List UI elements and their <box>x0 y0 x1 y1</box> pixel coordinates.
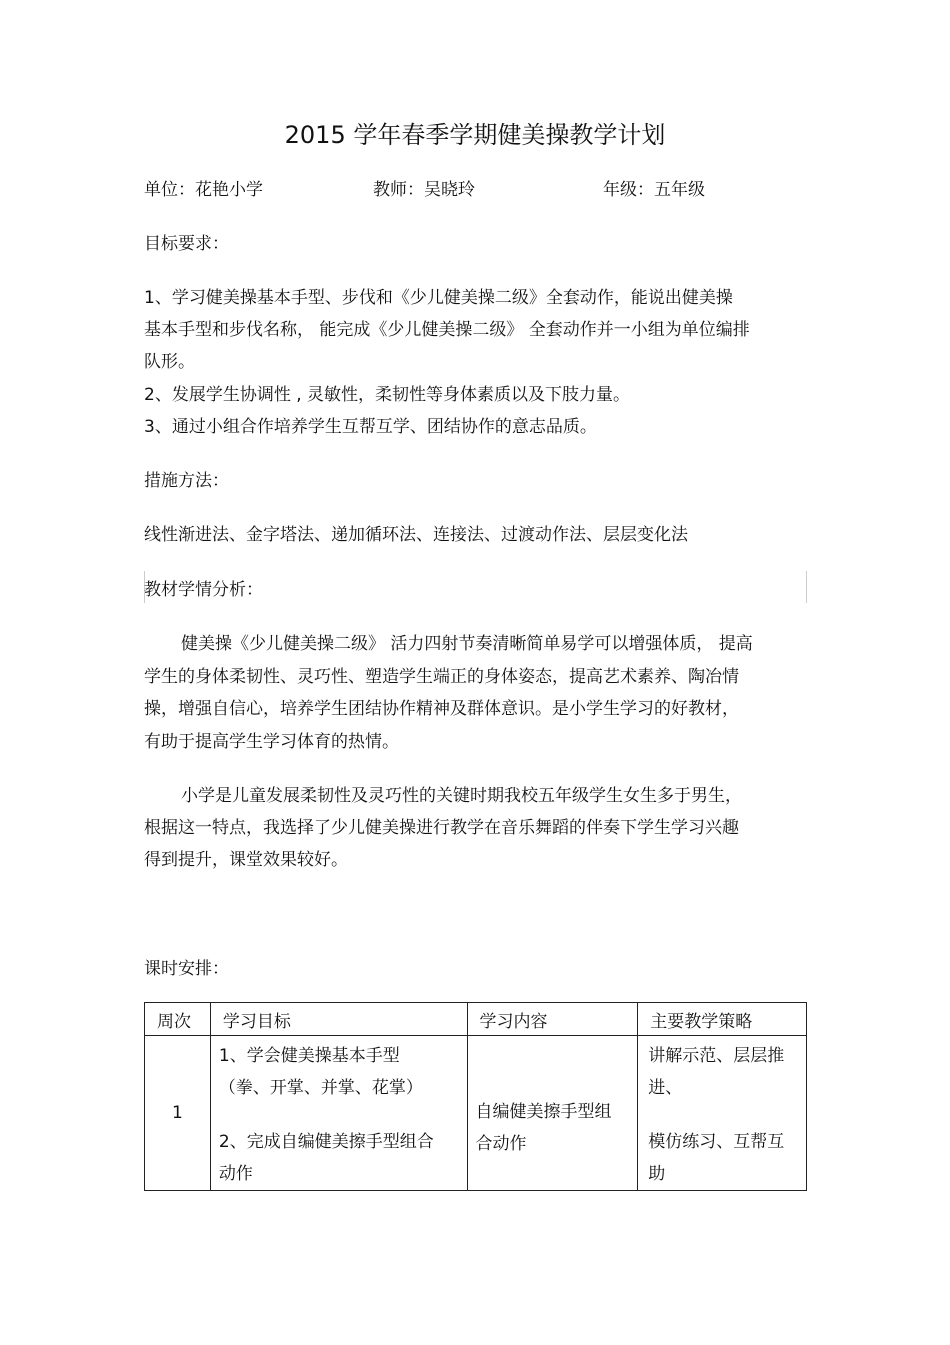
strategy-cell <box>638 1036 807 1191</box>
analysis-p2-line-3: 得到提升，课堂效果较好。 <box>144 850 348 870</box>
content-line-2: 合动作 <box>475 1134 527 1154</box>
methods-text: 线性渐进法、金字塔法、递加循环法、连接法、过渡动作法、层层变化法 <box>144 525 688 545</box>
strategy-line-2: 进、 <box>648 1078 683 1098</box>
analysis-p1-line-3: 操，增强自信心，培养学生团结协作精神及群体意识。是小学生学习的好教材， <box>144 699 739 719</box>
divider-right <box>806 571 807 603</box>
strategy-line-1: 讲解示范、层层推 <box>648 1046 785 1066</box>
goal-item-2: 2、发展学生协调性 , 灵敏性，柔韧性等身体素质以及下肢力量。 <box>144 385 631 405</box>
goal-line-3: 2、完成自编健美擦手型组合 <box>218 1132 434 1152</box>
analysis-heading: 教材学情分析： <box>144 580 263 600</box>
header-goal: 学习目标 <box>210 1003 467 1036</box>
analysis-p2-line-1: 小学是儿童发展柔韧性及灵巧性的关键时期我校五年级学生女生多于男生， <box>181 786 742 806</box>
goal-item-1-line-3: 队形。 <box>144 352 195 372</box>
document-title: 2015 学年春季学期健美操教学计划 <box>284 121 666 149</box>
header-content: 学习内容 <box>467 1003 638 1036</box>
strategy-line-4: 助 <box>648 1164 666 1184</box>
goal-item-3: 3、通过小组合作培养学生互帮互学、团结协作的意志品质。 <box>144 417 597 437</box>
analysis-p2-line-2: 根据这一特点，我选择了少儿健美操进行教学在音乐舞蹈的伴奏下学生学习兴趣 <box>144 818 739 838</box>
goal-line-4: 动作 <box>218 1164 253 1184</box>
goal-item-1-line-2: 基本手型和步伐名称， 能完成《少儿健美操二级》 全套动作并一小组为单位编排 <box>144 320 750 340</box>
analysis-p1-line-1: 健美操《少儿健美操二级》 活力四射节奏清晰简单易学可以增强体质， 提高 <box>181 634 753 654</box>
goal-line-1: 1、学会健美操基本手型 <box>218 1046 400 1066</box>
content-cell <box>467 1036 638 1191</box>
goal-cell <box>210 1036 467 1191</box>
analysis-p1-line-2: 学生的身体柔韧性、灵巧性、塑造学生端正的身体姿态，提高艺术素养、陶冶情 <box>144 667 739 687</box>
strategy-line-3: 模仿练习、互帮互 <box>648 1132 785 1152</box>
methods-heading: 措施方法： <box>144 471 229 491</box>
schedule-table <box>144 1002 807 1191</box>
schedule-heading: 课时安排： <box>144 959 229 979</box>
header-week: 周次 <box>145 1003 211 1036</box>
content-line-1: 自编健美擦手型组 <box>475 1102 612 1122</box>
table-header-row <box>145 1003 807 1036</box>
goal-item-1-line-1: 1、学习健美操基本手型、步伐和《少儿健美操二级》全套动作，能说出健美操 <box>144 288 733 308</box>
goals-heading: 目标要求： <box>144 234 229 254</box>
unit-label: 单位：花艳小学 <box>144 180 263 200</box>
table-row <box>145 1036 807 1191</box>
header-strategy: 主要教学策略 <box>638 1003 807 1036</box>
analysis-p1-line-4: 有助于提高学生学习体育的热情。 <box>144 732 399 752</box>
week-number: 1 <box>145 1036 211 1191</box>
teacher-label: 教师：吴晓玲 <box>373 180 475 200</box>
goal-line-2: （拳、开掌、并掌、花掌） <box>218 1078 423 1098</box>
grade-label: 年级：五年级 <box>603 180 705 200</box>
